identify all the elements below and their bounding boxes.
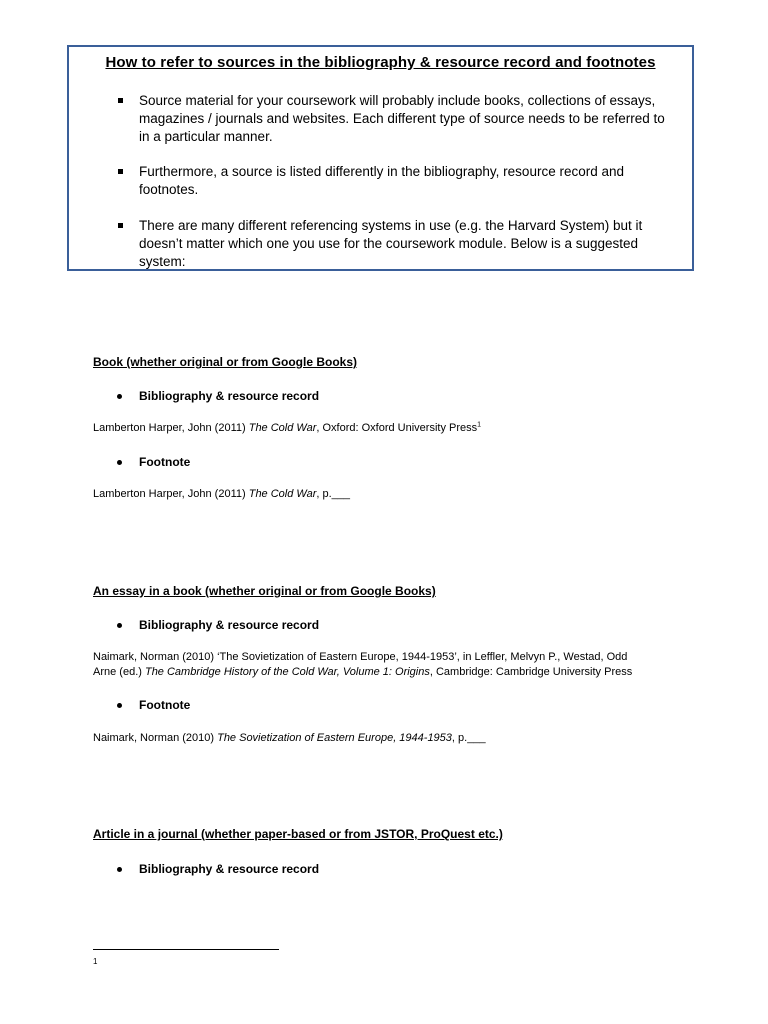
essay-footnote-label <box>139 698 190 712</box>
citation-title: The Cold War <box>248 488 317 500</box>
citation-title: The Cambridge History of the Cold War, Volume 1: Origins <box>144 666 430 678</box>
intro-item-text: Furthermore, a source is listed differently in the bibliography, resource record and footnotes. <box>139 164 624 197</box>
round-bullet-icon <box>117 623 122 628</box>
book-bibliography-label <box>139 389 319 403</box>
square-bullet-icon <box>118 169 123 174</box>
journal-bibliography-label <box>139 862 319 876</box>
citation-author: Lamberton Harper, John (2011) <box>93 422 249 434</box>
essay-bibliography-label <box>139 618 319 632</box>
citation-line: Naimark, Norman (2010) ‘The Sovietization of Eastern Europe, 1944-1953’, in Leffler, Melvyn P., Westad, Odd <box>93 651 628 663</box>
intro-title: How to refer to sources in the bibliography & resource record and footnotes <box>105 54 656 71</box>
citation-page: , p.___ <box>316 488 351 500</box>
book-footnote-citation <box>93 487 693 502</box>
section-heading-essay: An essay in a book (whether original or from Google Books) <box>93 584 436 598</box>
intro-list-item <box>139 217 674 271</box>
citation-editor: Arne (ed.) <box>93 666 145 678</box>
citation-publisher: , Oxford: Oxford University Press <box>316 422 478 434</box>
citation-author: Lamberton Harper, John (2011) <box>93 488 249 500</box>
intro-list-item <box>139 163 674 199</box>
round-bullet-icon <box>117 460 122 465</box>
book-footnote-label <box>139 455 190 469</box>
essay-footnote-citation <box>93 731 693 746</box>
citation-publisher: , Cambridge: Cambridge University Press <box>429 666 633 678</box>
bullet-label-text: Footnote <box>139 698 191 712</box>
section-heading-book: Book (whether original or from Google Books) <box>93 355 358 369</box>
square-bullet-icon <box>118 223 123 228</box>
intro-item-text: There are many different referencing systems in use (e.g. the Harvard System) but it doesn’t matter which one you use for the coursework module. Below is a suggested system: <box>139 218 643 269</box>
footnote-separator <box>93 949 279 950</box>
footnote-number: 1 <box>93 957 98 966</box>
citation-line <box>93 665 693 680</box>
square-bullet-icon <box>118 98 123 103</box>
essay-bibliography-citation <box>93 650 693 680</box>
intro-item-text: Source material for your coursework will probably include books, collections of essays, magazines / journals and websites. Each different type of source needs to be referred to in a particular manner. <box>139 93 665 144</box>
citation-page: , p.___ <box>451 732 486 744</box>
bullet-label-text: Footnote <box>139 455 191 469</box>
citation-title: The Cold War <box>248 422 317 434</box>
bullet-label-text: Bibliography & resource record <box>139 618 320 632</box>
citation-author: Naimark, Norman (2010) <box>93 732 218 744</box>
footnote-reference[interactable]: 1 <box>477 421 482 429</box>
intro-box <box>67 45 694 271</box>
round-bullet-icon <box>117 867 122 872</box>
bullet-label-text: Bibliography & resource record <box>139 862 320 876</box>
book-bibliography-citation <box>93 421 693 436</box>
bullet-label-text: Bibliography & resource record <box>139 389 320 403</box>
intro-list-item <box>139 92 674 146</box>
round-bullet-icon <box>117 703 122 708</box>
round-bullet-icon <box>117 394 122 399</box>
section-heading-journal: Article in a journal (whether paper-based or from JSTOR, ProQuest etc.) <box>93 827 503 841</box>
citation-title: The Sovietization of Eastern Europe, 1944-1953 <box>217 732 452 744</box>
